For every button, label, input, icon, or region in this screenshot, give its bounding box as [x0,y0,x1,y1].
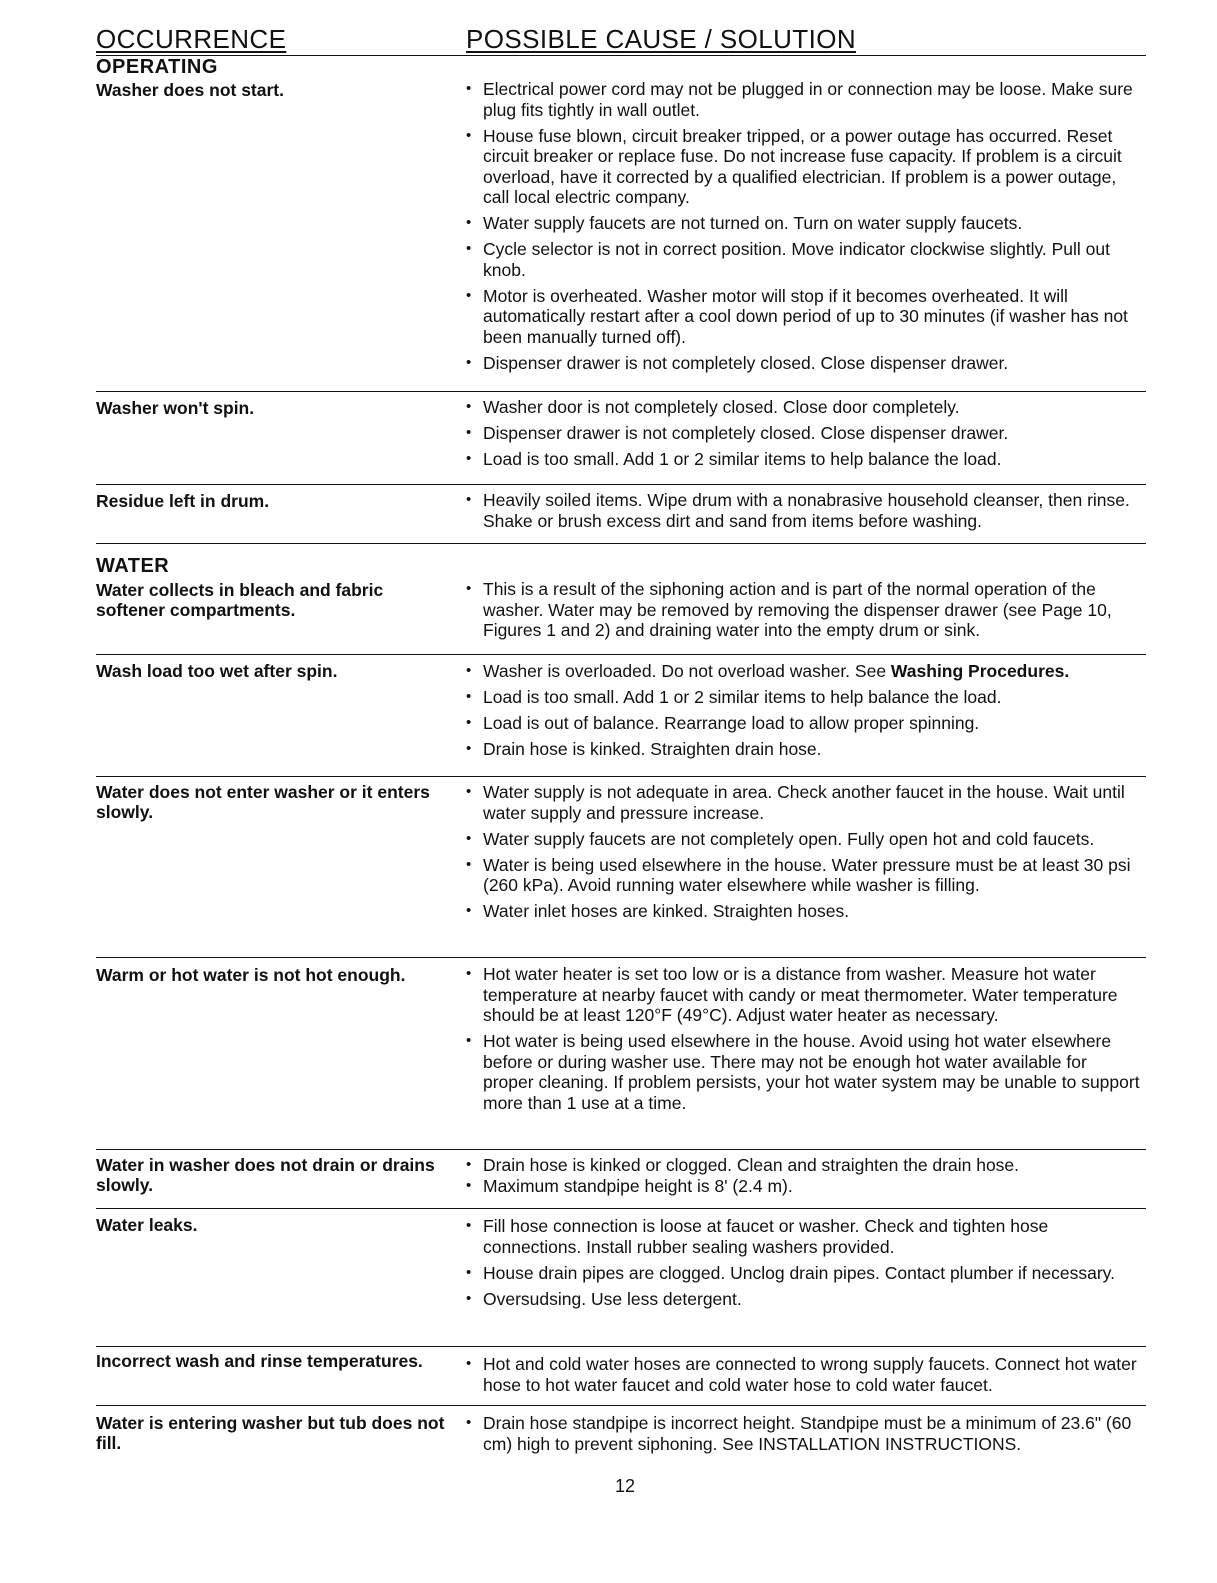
list-item: • This is a result of the siphoning action and is part of the normal operation of the washer. Water may be removed by removing the dispenser drawer (see Page 10, Figures 1 and 2) and draining water into the empty drum or sink. [466,579,1112,640]
header-rule [96,55,1146,56]
solution-list-water-does-not-enter [466,782,1142,927]
column-header-cause-solution: POSSIBLE CAUSE / SOLUTION [466,24,856,54]
washing-procedures-reference: Washing Procedures. [890,661,1070,681]
occurrence-water-not-hot-enough: Warm or hot water is not hot enough. [96,965,406,985]
list-item: • Drain hose standpipe is incorrect height. Standpipe must be a minimum of 23.6" (60 cm) high to prevent siphoning. See INSTALLATION INSTRUCTIONS. [466,1413,1132,1454]
solution-list-wash-load-too-wet [466,661,1142,765]
list-item: • Load is too small. Add 1 or 2 similar items to help balance the load. [466,449,1002,469]
occurrence-wash-load-too-wet: Wash load too wet after spin. [96,661,338,681]
list-item: • Dispenser drawer is not completely closed. Close dispenser drawer. [466,423,1009,443]
section-heading-operating: OPERATING [96,56,218,78]
list-item: • Water is being used elsewhere in the house. Water pressure must be at least 30 psi (260 kPa). Avoid running water elsewhere while washer is filling. [466,854,1131,895]
occurrence-water-does-not-drain: Water in washer does not drain or drains slowly. [96,1155,435,1195]
occurrence-residue-left-in-drum: Residue left in drum. [96,491,270,511]
list-item: • Washer door is not completely closed. Close door completely. [466,397,960,417]
occurrence-tub-does-not-fill: Water is entering washer but tub does not fill. [96,1413,445,1453]
row-divider [96,654,1146,655]
solution-list-residue-left-in-drum [466,490,1142,537]
list-item: • Drain hose is kinked or clogged. Clean and straighten the drain hose. [466,1155,1020,1175]
list-item: • Water supply faucets are not turned on. Turn on water supply faucets. [466,213,1023,233]
list-item: • Electrical power cord may not be plugged in or connection may be loose. Make sure plug fits tightly in wall outlet. [466,79,1133,120]
solution-list-water-collects-in-compartments [466,579,1142,646]
solution-list-water-leaks [466,1216,1142,1315]
list-item: • Load is too small. Add 1 or 2 similar items to help balance the load. [466,687,1002,707]
occurrence-incorrect-temperatures: Incorrect wash and rinse temperatures. [96,1351,423,1371]
section-heading-water: WATER [96,555,170,577]
row-divider [96,1405,1146,1406]
row-divider [96,1208,1146,1209]
list-item: • House drain pipes are clogged. Unclog drain pipes. Contact plumber if necessary. [466,1262,1115,1283]
list-item: • Cycle selector is not in correct position. Move indicator clockwise slightly. Pull out knob. [466,239,1111,280]
solution-list-tub-does-not-fill [466,1413,1142,1460]
solution-list-washer-wont-spin [466,397,1142,475]
solution-list-washer-does-not-start [466,79,1142,379]
occurrence-washer-does-not-start: Washer does not start. [96,80,284,100]
list-item: • Hot and cold water hoses are connected to wrong supply faucets. Connect hot water hose to hot water faucet and cold water hose to cold water faucet. [466,1354,1137,1395]
list-item: • Load is out of balance. Rearrange load to allow proper spinning. [466,713,980,733]
occurrence-water-does-not-enter: Water does not enter washer or it enters slowly. [96,782,430,822]
list-item: • Dispenser drawer is not completely closed. Close dispenser drawer. [466,352,1009,373]
row-divider [96,1149,1146,1150]
list-item: • House fuse blown, circuit breaker tripped, or a power outage has occurred. Reset circuit breaker or replace fuse. Do not increase fuse capacity. If problem is a circuit overload, have it corrected by a qualified electrician. If problem is a power outage, call local electric company. [466,125,1122,207]
list-item: • Drain hose is kinked. Straighten drain hose. [466,739,822,759]
list-item: • Motor is overheated. Washer motor will stop if it becomes overheated. It will automatically restart after a cool down period of up to 30 minutes (if washer has not been manually turned off). [466,285,1128,347]
row-divider [96,1346,1146,1347]
page-number: 12 [614,1476,636,1496]
list-item: • Water inlet hoses are kinked. Straighten hoses. [466,901,850,921]
row-divider [96,957,1146,958]
row-divider [96,543,1146,544]
solution-list-incorrect-temperatures [466,1354,1142,1401]
row-divider [96,391,1146,392]
row-divider [96,776,1146,777]
list-item: • Oversudsing. Use less detergent. [466,1288,742,1309]
column-header-occurrence: OCCURRENCE [96,24,287,54]
row-divider [96,484,1146,485]
list-item: • Hot water heater is set too low or is a distance from washer. Measure hot water temperature at nearby faucet with candy or meat thermometer. Water temperature should be at least 120°F (49°C). Adjust water heater as necessary. [466,964,1118,1025]
list-item: • Water supply is not adequate in area. Check another faucet in the house. Wait until water supply and pressure increase. [466,782,1125,823]
list-item: • Water supply faucets are not completely open. Fully open hot and cold faucets. [466,828,1095,849]
solution-list-water-does-not-drain [466,1155,1142,1202]
list-item: • Washer is overloaded. Do not overload washer. See Washing Procedures. [466,661,1070,681]
occurrence-water-collects-in-compartments: Water collects in bleach and fabric softener compartments. [96,580,384,620]
occurrence-washer-wont-spin: Washer won't spin. [96,398,255,418]
occurrence-water-leaks: Water leaks. [96,1215,198,1235]
list-item: • Heavily soiled items. Wipe drum with a nonabrasive household cleanser, then rinse. Shake or brush excess dirt and sand from items before washing. [466,490,1130,531]
solution-list-water-not-hot-enough [466,964,1142,1119]
list-item: • Hot water is being used elsewhere in the house. Avoid using hot water elsewhere before or during washer use. There may not be enough hot water available for proper cleaning. If problem persists, your hot water system may be unable to support more than 1 use at a time. [466,1031,1140,1113]
list-item: • Maximum standpipe height is 8' (2.4 m). [466,1175,793,1196]
list-item: • Fill hose connection is loose at faucet or washer. Check and tighten hose connections. Install rubber sealing washers provided. [466,1216,1049,1257]
